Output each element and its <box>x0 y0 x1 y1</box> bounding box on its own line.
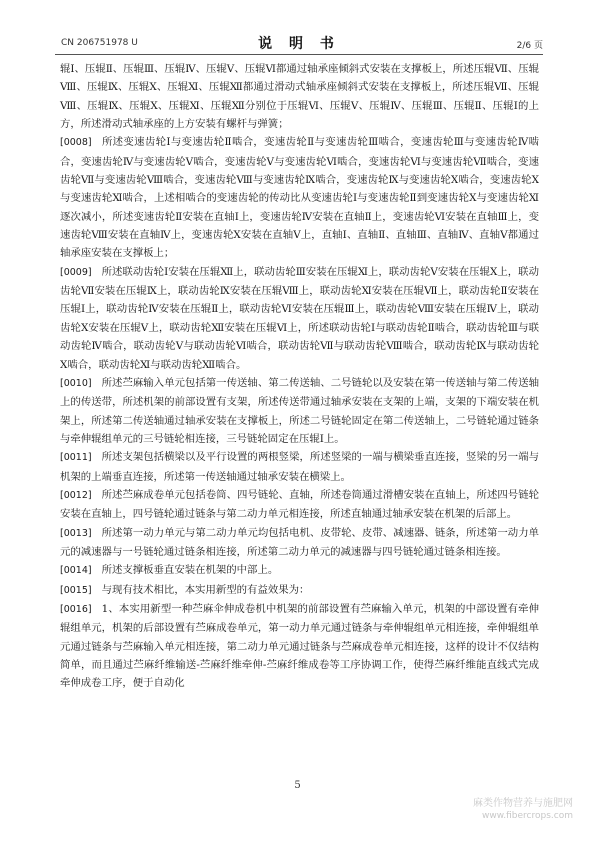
paragraph-0010 <box>60 374 539 448</box>
paragraph-text: 所述苎麻成卷单元包括卷筒、四号链轮、直轴，所述卷筒通过滑槽安装在直轴上，所述四号链轮安装在直轴上，四号链轮通过链条与第二动力单元相连接，所述直轴通过轴承安装在机架的后部上。 <box>60 488 539 521</box>
paragraph-number: [0012] <box>60 489 92 501</box>
paragraph-number: [0016] <box>60 603 92 615</box>
paragraph-number: [0014] <box>60 565 92 577</box>
paragraph-text: 所述苎麻输入单元包括第一传送轴、第二传送轴、二号链轮以及安装在第一传送轴与第二传送轴上的传送带，所述机架的前部设置有支架，所述传送带通过轴承安装在支架的上端，支架的下端安装在机架上，所述第二传送轴通过轴承安装在支撑板上，所述二号链轮固定在第二传送轴上，二号链轮通过链条与牵伸辊组单元的三号链轮相连接，三号链轮固定在压辊Ⅰ上。 <box>60 376 539 445</box>
paragraph-text: 与现有技术相比，本实用新型的有益效果为： <box>101 583 310 596</box>
paragraph-number: [0010] <box>60 377 92 389</box>
paragraph-0008 <box>60 133 539 262</box>
paragraph-number: [0015] <box>60 584 92 596</box>
paragraph-text: 所述支架包括横梁以及平行设置的两根竖梁，所述竖梁的一端与横梁垂直连接，竖梁的另一端与机架的上端垂直连接，所述第一传送轴通过轴承安装在横梁上。 <box>60 451 539 483</box>
paragraph-text: 辊Ⅰ、压辊Ⅱ、压辊Ⅲ、压辊Ⅳ、压辊Ⅴ、压辊Ⅵ都通过轴承座倾斜式安装在支撑板上，所述压辊Ⅶ、压辊Ⅷ、压辊Ⅸ、压辊Ⅹ、压辊Ⅺ、压辊Ⅻ都通过滑动式轴承座倾斜式安装在支撑板上，所述压辊Ⅶ、压辊Ⅷ、压辊Ⅸ、压辊Ⅹ、压辊Ⅺ、压辊Ⅻ分别位于压辊Ⅵ、压辊Ⅴ、压辊Ⅳ、压辊Ⅲ、压辊Ⅱ、压辊Ⅰ的上方，所述滑动式轴承座的上方安装有螺杆与弹簧； <box>60 63 539 131</box>
paragraph-0015 <box>60 581 539 600</box>
paragraph-text: 所述联动齿轮Ⅰ安装在压辊Ⅻ上，联动齿轮Ⅲ安装在压辊Ⅺ上，联动齿轮Ⅴ安装在压辊Ⅹ上，联动齿轮Ⅶ安装在压辊Ⅸ上，联动齿轮Ⅸ安装在压辊Ⅷ上，联动齿轮Ⅺ安装在压辊Ⅶ上，联动齿轮Ⅱ安装在压辊Ⅰ上，联动齿轮Ⅳ安装在压辊Ⅱ上，联动齿轮Ⅵ安装在压辊Ⅲ上，联动齿轮Ⅷ安装在压辊Ⅳ上，联动齿轮Ⅹ安装在压辊Ⅴ上，联动齿轮Ⅻ安装在压辊Ⅵ上，所述联动齿轮Ⅰ与联动齿轮Ⅱ啮合，联动齿轮Ⅲ与联动齿轮Ⅳ啮合，联动齿轮Ⅴ与联动齿轮Ⅵ啮合，联动齿轮Ⅶ与联动齿轮Ⅷ啮合，联动齿轮Ⅸ与联动齿轮Ⅹ啮合，联动齿轮Ⅺ与联动齿轮Ⅻ啮合。 <box>60 265 539 371</box>
paragraph-text: 1、本实用新型一种苎麻伞伸成卷机中机架的前部设置有苎麻输入单元，机架的中部设置有牵伸辊组单元，机架的后部设置有苎麻成卷单元，第一动力单元通过链条与牵伸辊组单元相连接，牵伸辊组单元通过链条与苎麻输入单元相连接，第二动力单元通过链条与苎麻成卷单元相连接，这样的设计不仅结构简单，而且通过苎麻纤维输送-苎麻纤维牵伸-苎麻纤维成卷等工序协调工作，使得苎麻纤维能直线式完成牵伸成卷工序，便于自动化 <box>60 602 539 690</box>
paragraph-number: [0011] <box>60 452 92 464</box>
watermark-site-name: 麻类作物营养与施肥网 <box>473 798 573 809</box>
paragraph-continuation <box>60 60 539 133</box>
header-rule <box>55 54 543 55</box>
paragraph-text: 所述支撑板垂直安装在机架的中部上。 <box>101 564 279 577</box>
document-body <box>60 60 539 693</box>
page-number: 5 <box>294 780 301 791</box>
paragraph-0013 <box>60 524 539 562</box>
paragraph-number: [0008] <box>60 137 92 149</box>
paragraph-0011 <box>60 448 539 486</box>
paragraph-text: 所述变速齿轮Ⅰ与变速齿轮Ⅱ啮合，变速齿轮Ⅱ与变速齿轮Ⅲ啮合，变速齿轮Ⅲ与变速齿轮Ⅳ啮合，变速齿轮Ⅳ与变速齿轮Ⅴ啮合，变速齿轮Ⅴ与变速齿轮Ⅵ啮合，变速齿轮Ⅵ与变速齿轮Ⅶ啮合，变速齿轮Ⅶ与变速齿轮Ⅷ啮合，变速齿轮Ⅷ与变速齿轮Ⅸ啮合，变速齿轮Ⅸ与变速齿轮Ⅹ啮合，变速齿轮Ⅹ与变速齿轮Ⅺ啮合，上述相啮合的变速齿轮的传动比从变速齿轮Ⅰ与变速齿轮Ⅱ到变速齿轮Ⅹ与变速齿轮Ⅺ逐次减小，所述变速齿轮Ⅱ安装在直轴Ⅰ上，变速齿轮Ⅳ安装在直轴Ⅱ上，变速齿轮Ⅵ安装在直轴Ⅲ上，变速齿轮Ⅷ安装在直轴Ⅳ上，变速齿轮Ⅹ安装在直轴Ⅴ上，直轴Ⅰ、直轴Ⅱ、直轴Ⅲ、直轴Ⅳ、直轴Ⅴ都通过轴承座安装在支撑板上； <box>60 136 539 260</box>
document-title: 说 明 书 <box>258 36 340 52</box>
paragraph-0009 <box>60 263 539 374</box>
page-indicator: 2/6 页 <box>516 41 543 51</box>
paragraph-text: 所述第一动力单元与第二动力单元均包括电机、皮带轮、皮带、减速器、链条，所述第一动力单元的减速器与一号链轮通过链条相连接，所述第二动力单元的减速器与四号链轮通过链条相连接。 <box>60 526 539 558</box>
paragraph-number: [0013] <box>60 527 92 539</box>
paragraph-0016 <box>60 600 539 693</box>
watermark <box>473 798 573 822</box>
page-header <box>55 36 543 52</box>
watermark-url: www.fibercrops.com <box>482 811 573 821</box>
paragraph-0014 <box>60 561 539 580</box>
paragraph-0012 <box>60 486 539 524</box>
patent-number: CN 206751978 U <box>61 38 138 48</box>
paragraph-number: [0009] <box>60 266 92 278</box>
